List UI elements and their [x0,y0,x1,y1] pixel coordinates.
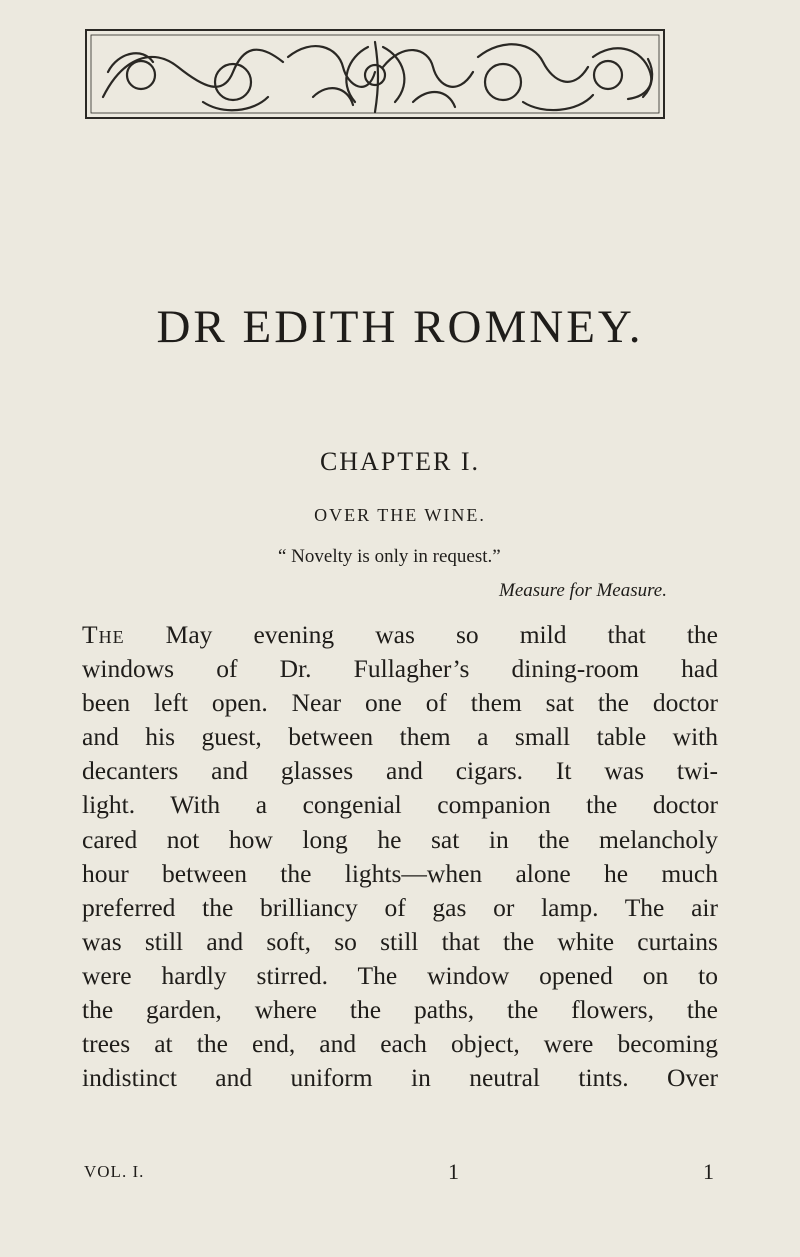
text-line: windows of Dr. Fullagher’s dining-room had [82,654,718,684]
page-number: 1 [703,1159,714,1184]
text-line: trees at the end, and each object, were becoming [82,1029,718,1059]
body-text [82,618,718,1095]
text-line: the garden, where the paths, the flowers, the [82,995,718,1025]
page-footer [0,1159,800,1192]
chapter-subtitle: OVER THE WINE. [314,505,486,525]
text-line: cared not how long he sat in the melancholy [82,824,718,854]
first-word: The [82,620,125,649]
chapter-heading: CHAPTER I. [319,447,481,476]
book-title: DR EDITH ROMNEY. [156,301,644,353]
text-line: indistinct and uniform in neutral tints. Over [82,1063,718,1093]
text-line: The May evening was so mild that the [82,620,718,649]
epigraph-source: Measure for Measure. [499,580,667,601]
text-line: hour between the lights—when alone he much [82,858,718,888]
volume-signature: VOL. I. [84,1162,145,1181]
text-line: decanters and glasses and cigars. It was twi- [82,756,718,786]
text-line: been left open. Near one of them sat the doctor [82,688,718,718]
text-line: preferred the brilliancy of gas or lamp. The air [82,892,718,922]
text-line: and his guest, between them a small table with [82,722,718,752]
text-line: were hardly stirred. The window opened on to [82,960,718,990]
text-line: light. With a congenial companion the doctor [82,790,718,820]
ornamental-headpiece [83,27,667,121]
sheet-mark: 1 [448,1159,459,1184]
epigraph-quote: “ Novelty is only in request.” [278,546,501,567]
text-line: was still and soft, so still that the white curtains [82,926,718,956]
